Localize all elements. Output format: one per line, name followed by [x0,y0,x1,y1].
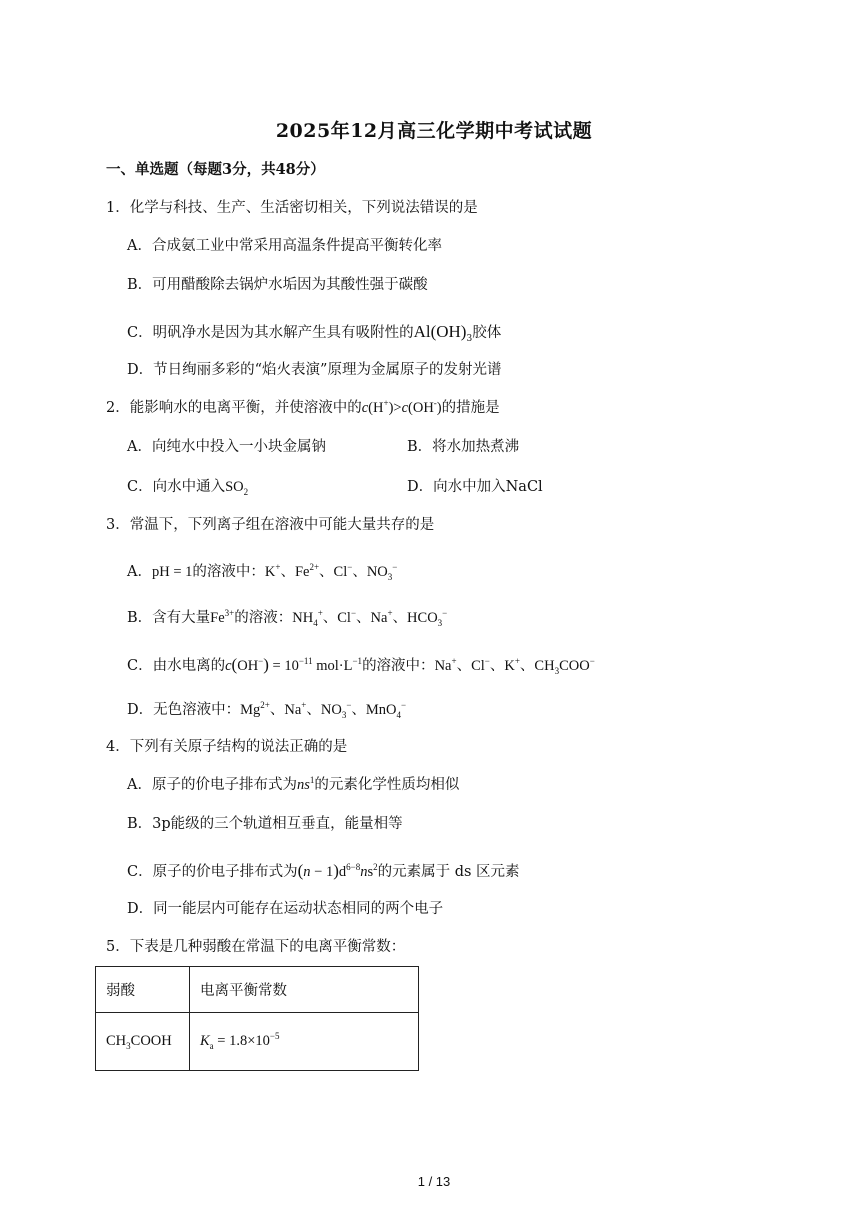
question-3-option-b: B．含有大量$Fe^{3+}$的溶液：$NH_4^+$、Cl−、Na+、$HCO_3^-$ [127,608,448,628]
question-1-option-d: D．节日绚丽多彩的“焰火表演”原理为金属原子的发射光谱 [127,362,502,378]
table-row [96,1013,419,1071]
page-title: 2025年12月高三化学期中考试试题 [275,120,593,142]
question-4-option-d: D．同一能层内可能存在运动状态相同的两个电子 [127,901,444,917]
page-number: 1 / 13 [417,1174,451,1189]
acid-constant-table [95,966,419,1071]
question-2-option-a: A．向纯水中投入一小块金属钠 [127,439,326,455]
question-2-option-b: B．将水加热煮沸 [407,439,520,455]
question-3-option-c: C．由水电离的$c(OH^-) = 10^{-11}$ $mol\cdot L^{-1}$的溶液中：Na+、Cl−、K+、$CH_3COO^-$ [127,655,595,676]
table-cell-constant: $K_a = 1.8\times 10^{-5}$ [190,1013,419,1071]
question-1-option-a: A．合成氨工业中常采用高温条件提高平衡转化率 [127,238,442,254]
table-header-acid: 弱酸 [96,967,190,1013]
section-heading: 一、单选题（每题3分，共48分） [106,161,325,178]
question-5-stem: 5．下表是几种弱酸在常温下的电离平衡常数： [106,939,406,955]
question-1-stem: 1．化学与科技、生产、生活密切相关，下列说法错误的是 [106,200,478,216]
question-4-stem: 4．下列有关原子结构的说法正确的是 [106,739,348,755]
table-header-constant: 电离平衡常数 [190,967,419,1013]
question-3-stem: 3．常温下，下列离子组在溶液中可能大量共存的是 [106,517,435,533]
question-2-option-c: C．向水中通入$SO_2$ [127,479,249,497]
table-header-row [96,967,419,1013]
question-4-option-c: C．原子的价电子排布式为$(n - 1)d^{6-8}ns^2$的元素属于 ds 区元素 [127,861,520,880]
question-2-option-d: D．向水中加入NaCl [407,479,543,495]
question-4-option-a: A．原子的价电子排布式为$ns^1$的元素化学性质均相似 [127,775,460,793]
table-cell-acid: $CH_3COOH$ [96,1013,190,1071]
question-2-stem: 2．能影响水的电离平衡，并使溶液中的c(H+)>c(OH-)的措施是 [106,398,500,416]
question-3-option-a: A．pH = 1的溶液中：K+、$Fe^{2+}$、Cl−、$NO_3^-$ [127,562,398,582]
question-1-option-c: C．明矾净水是因为其水解产生具有吸附性的$Al(OH)_3$胶体 [127,322,502,344]
question-1-option-b: B．可用醋酸除去锅炉水垢因为其酸性强于碳酸 [127,277,428,293]
question-3-option-d: D．无色溶液中：$Mg^{2+}$、Na+、$NO_3^-$、MnO$_4$− [127,700,407,720]
question-4-option-b: B．3p能级的三个轨道相互垂直，能量相等 [127,816,403,832]
